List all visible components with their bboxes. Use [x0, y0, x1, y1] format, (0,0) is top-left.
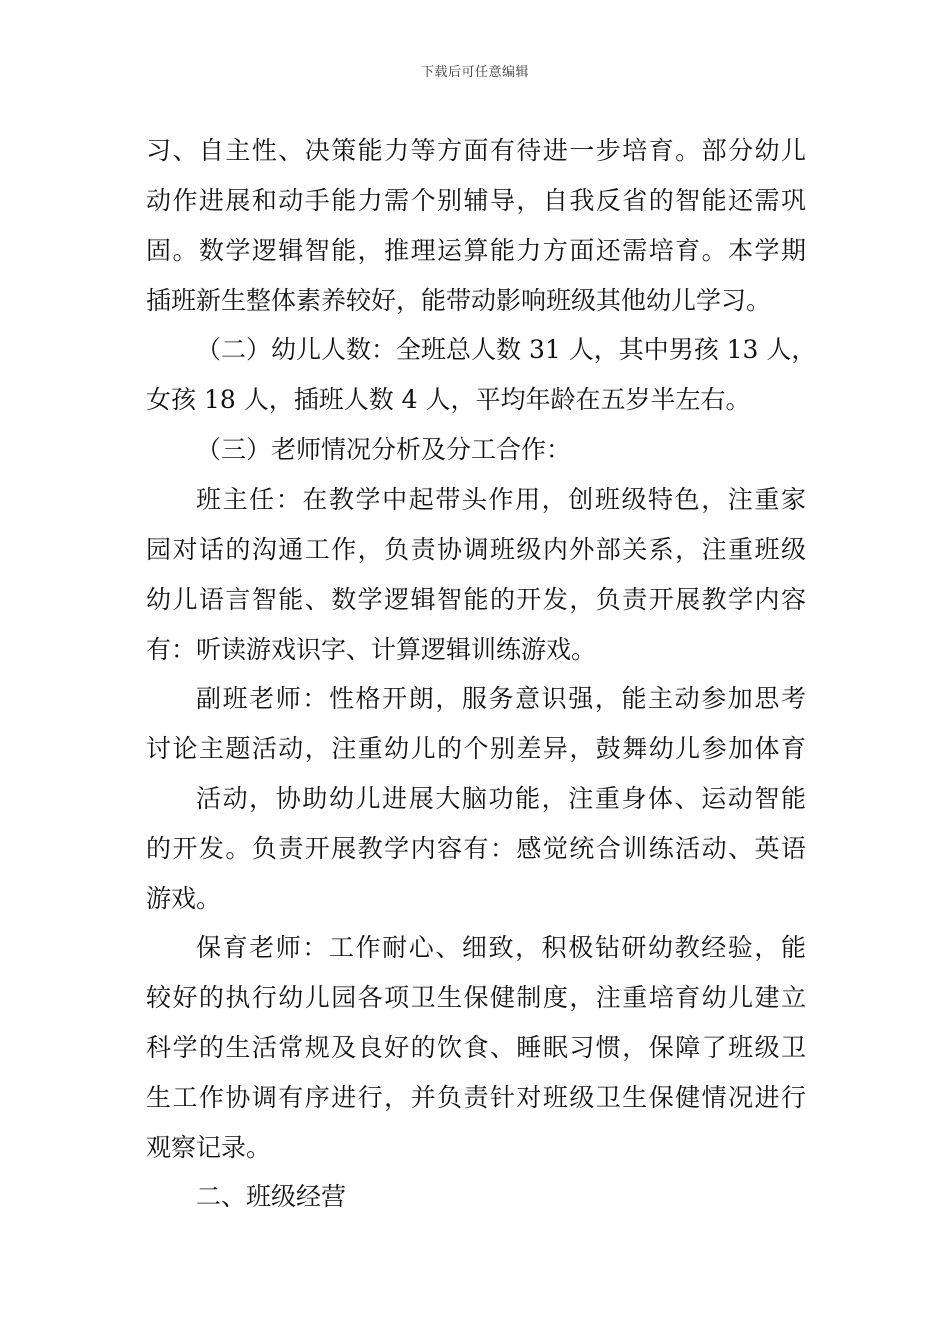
section-two-line: （二）幼儿人数：全班总人数 31 人，其中男孩 13 人， — [196, 335, 817, 364]
body-text-line: 幼儿语言智能、数学逻辑智能的开发，负责开展教学内容 — [146, 585, 806, 614]
body-text-line: 有：听读游戏识字、计算逻辑训练游戏。 — [146, 635, 597, 664]
body-text-line: 动作进展和动手能力需个别辅导，自我反省的智能还需巩 — [146, 186, 806, 215]
body-text-line: 女孩 18 人，插班人数 4 人，平均年龄在五岁半左右。 — [146, 385, 751, 414]
body-text-line: 园对话的沟通工作，负责协调班级内外部关系，注重班级 — [146, 535, 806, 564]
body-text-line: 固。数学逻辑智能，推理运算能力方面还需培育。本学期 — [146, 236, 806, 265]
body-text-line: 观察记录。 — [146, 1133, 272, 1162]
body-text-line: 习、自主性、决策能力等方面有待进一步培育。部分幼儿 — [146, 136, 806, 165]
care-teacher-line: 保育老师：工作耐心、细致，积极钻研幼教经验，能 — [196, 933, 806, 962]
body-text-line: 的开发。负责开展教学内容有：感觉统合训练活动、英语 — [146, 834, 806, 863]
body-text-line: 插班新生整体素养较好，能带动影响班级其他幼儿学习。 — [146, 286, 772, 315]
section-three-heading: （三）老师情况分析及分工合作： — [196, 435, 572, 464]
body-text-line: 科学的生活常规及良好的饮食、睡眠习惯，保障了班级卫 — [146, 1033, 806, 1062]
body-text-line: 活动，协助幼儿进展大脑功能，注重身体、运动智能 — [196, 784, 806, 813]
section-heading-class-management: 二、班级经营 — [196, 1182, 347, 1211]
assistant-teacher-line: 副班老师：性格开朗，服务意识强，能主动参加思考 — [196, 684, 806, 713]
body-text-line: 讨论主题活动，注重幼儿的个别差异，鼓舞幼儿参加体育 — [146, 734, 806, 763]
page-header: 下载后可任意编辑 — [420, 65, 529, 80]
head-teacher-line: 班主任：在教学中起带头作用，创班级特色，注重家 — [196, 485, 806, 514]
body-text-line: 游戏。 — [146, 884, 222, 913]
body-text-line: 较好的执行幼儿园各项卫生保健制度，注重培育幼儿建立 — [146, 983, 806, 1012]
body-text-line: 生工作协调有序进行，并负责针对班级卫生保健情况进行 — [146, 1083, 806, 1112]
